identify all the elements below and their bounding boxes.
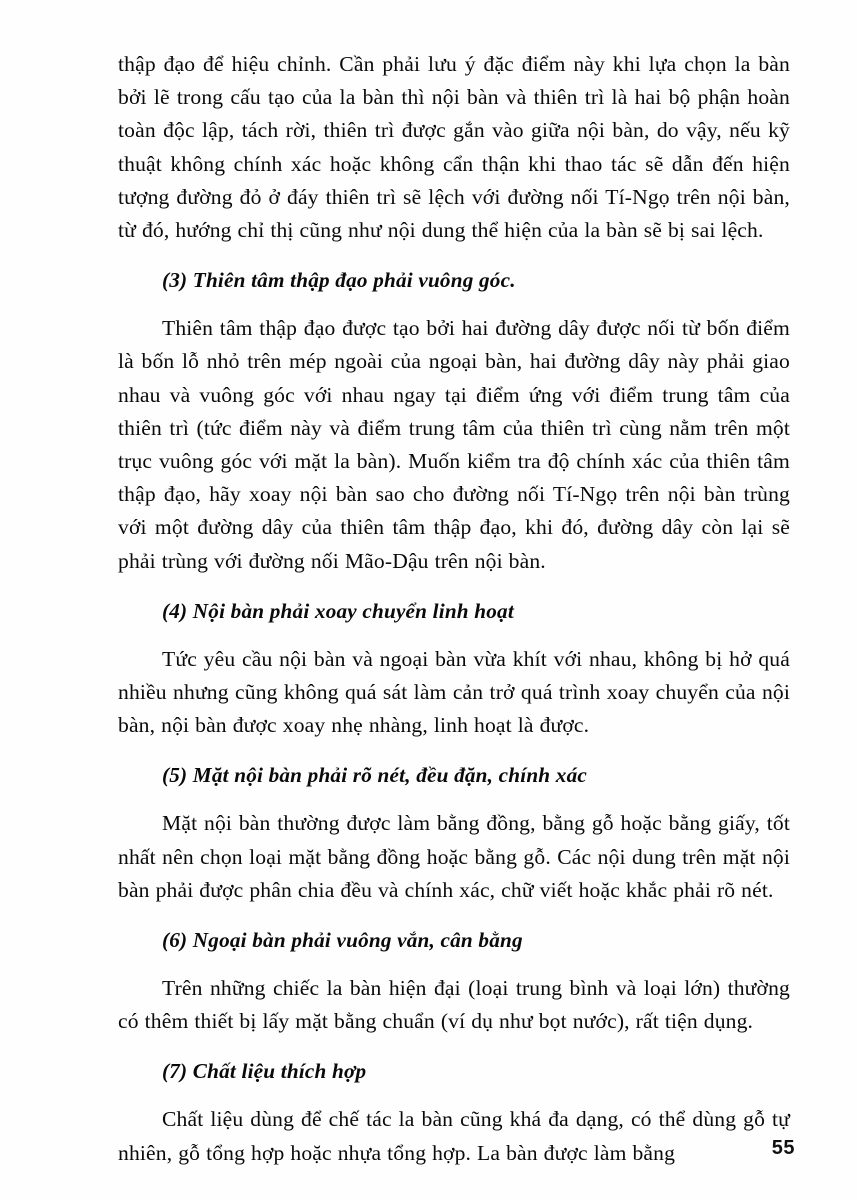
heading-section-5: (5) Mặt nội bàn phải rõ nét, đều đặn, chính xác <box>162 763 587 788</box>
paragraph-section-7: Chất liệu dùng để chế tác la bàn cũng khá đa dạng, có thể dùng gỗ tự nhiên, gỗ tổng hợp hoặc nhựa tổng hợp. La bàn được làm bằng <box>118 1107 790 1165</box>
heading-section-6: (6) Ngoại bàn phải vuông vắn, cân bằng <box>162 928 523 953</box>
heading-section-4: (4) Nội bàn phải xoay chuyển linh hoạt <box>162 598 514 623</box>
paragraph-section-5: Mặt nội bàn thường được làm bằng đồng, bằng gỗ hoặc bằng giấy, tốt nhất nên chọn loại mặt bằng đồng hoặc bằng gỗ. Các nội dung trên mặt nội bàn phải được phân chia đều và chính xác, chữ viết hoặc khắc phải rõ nét. <box>118 811 790 902</box>
heading-section-7: (7) Chất liệu thích hợp <box>162 1059 367 1084</box>
text-column <box>118 48 790 1170</box>
heading-section-3: (3) Thiên tâm thập đạo phải vuông góc. <box>162 268 516 293</box>
page-number: 55 <box>771 1137 795 1159</box>
paragraph-section-4: Tức yêu cầu nội bàn và ngoại bàn vừa khít với nhau, không bị hở quá nhiều nhưng cũng không quá sát làm cản trở quá trình xoay chuyển của nội bàn, nội bàn được xoay nhẹ nhàng, linh hoạt là được. <box>118 646 790 738</box>
paragraph-continued-intro: thập đạo để hiệu chỉnh. Cần phải lưu ý đặc điểm này khi lựa chọn la bàn bởi lẽ trong cấu tạo của la bàn thì nội bàn và thiên trì là hai bộ phận hoàn toàn độc lập, tách rời, thiên trì được gắn vào giữa nội bàn, do vậy, nếu kỹ thuật không chính xác hoặc không cẩn thận khi thao tác sẽ dẫn đến hiện tượng đường đỏ ở đáy thiên trì sẽ lệch với đường nối Tí-Ngọ trên nội bàn, từ đó, hướng chỉ thị cũng như nội dung thể hiện của la bàn sẽ bị sai lệch. <box>118 52 790 243</box>
paragraph-section-6: Trên những chiếc la bàn hiện đại (loại trung bình và loại lớn) thường có thêm thiết bị lấy mặt bằng chuẩn (ví dụ như bọt nước), rất tiện dụng. <box>118 976 790 1034</box>
paragraph-section-3: Thiên tâm thập đạo được tạo bởi hai đường dây được nối từ bốn điểm là bốn lỗ nhỏ trên mép ngoài của ngoại bàn, hai đường dây này phải giao nhau và vuông góc với nhau ngay tại điểm ứng với điểm trung tâm của thiên trì (tức điểm này và điểm trung tâm của thiên trì cùng nằm trên một trục vuông góc với mặt la bàn). Muốn kiểm tra độ chính xác của thiên tâm thập đạo, hãy xoay nội bàn sao cho đường nối Tí-Ngọ trên nội bàn trùng với một đường dây của thiên tâm thập đạo, khi đó, đường dây còn lại sẽ phải trùng với đường nối Mão-Dậu trên nội bàn. <box>118 316 790 573</box>
